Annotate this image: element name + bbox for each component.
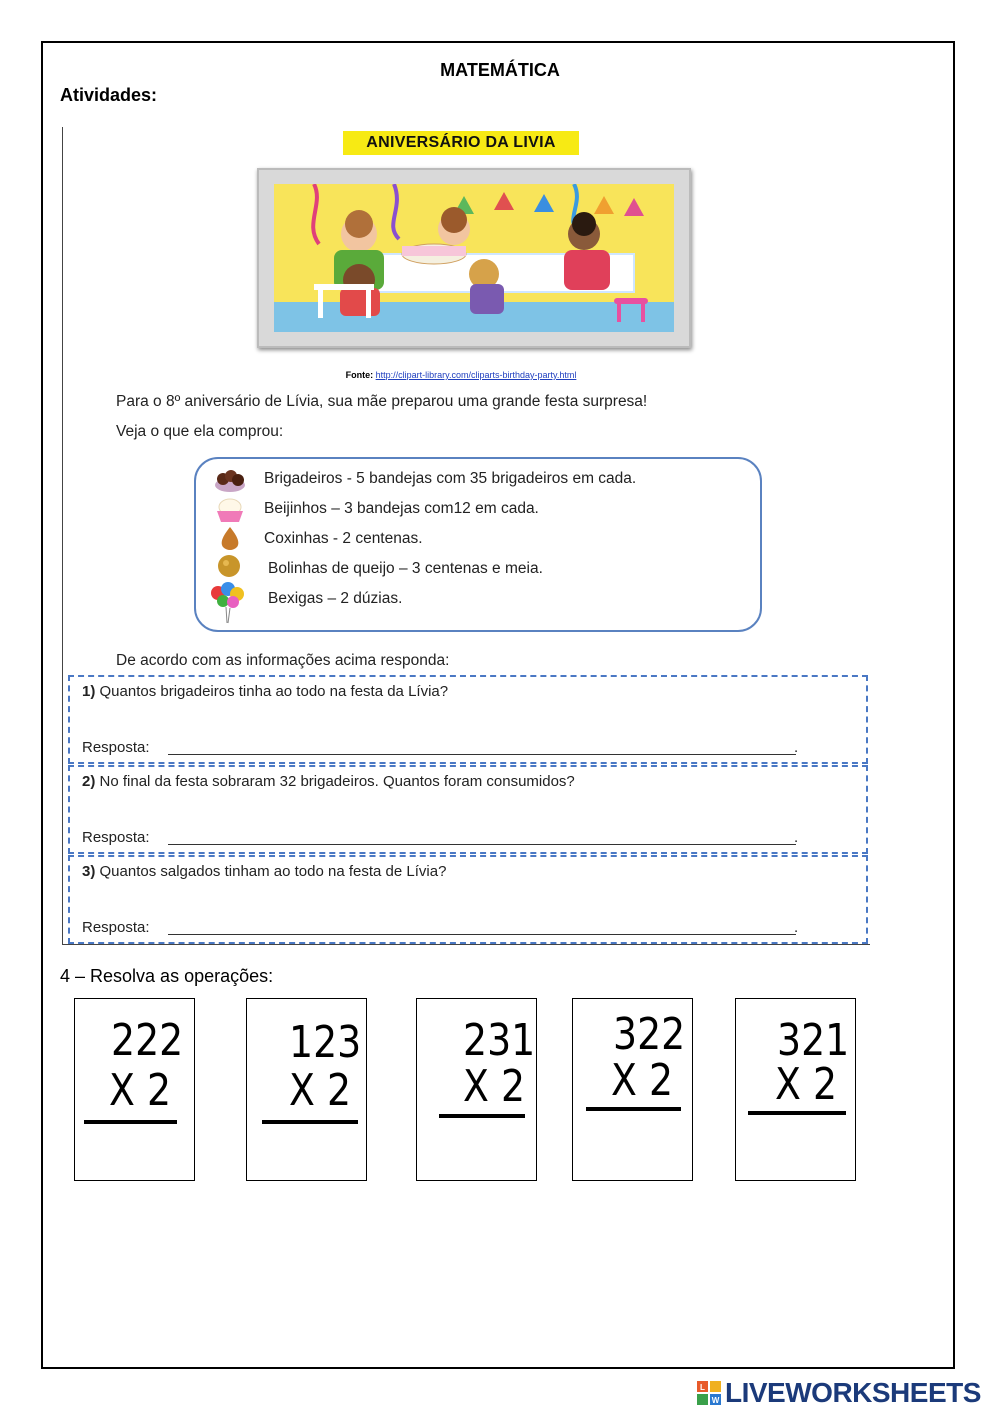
story-title: ANIVERSÁRIO DA LIVIA xyxy=(366,134,556,151)
answer-label: Resposta: xyxy=(82,829,150,846)
operation-card-2[interactable] xyxy=(246,998,367,1181)
coxinha-icon xyxy=(218,525,242,551)
operation-rule xyxy=(262,1120,358,1124)
party-illustration xyxy=(257,168,691,348)
answer-input-3[interactable] xyxy=(168,934,796,935)
question-text: Quantos brigadeiros tinha ao todo na festa da Lívia? xyxy=(99,683,449,700)
question-box-1 xyxy=(68,675,868,764)
answer-label: Resposta: xyxy=(82,739,150,756)
answer-input-2[interactable] xyxy=(168,844,796,845)
operation-bottom: X 2 xyxy=(109,1065,172,1116)
source-link[interactable]: http://clipart-library.com/cliparts-birthday-party.html xyxy=(375,370,577,380)
section-bottom-rule xyxy=(62,944,870,945)
list-item: Brigadeiros - 5 bandejas com 35 brigadeiros em cada. xyxy=(264,470,637,487)
operation-bottom: X 2 xyxy=(611,1055,674,1106)
operation-top: 231 xyxy=(463,1015,536,1066)
question-text: No final da festa sobraram 32 brigadeiros. Quantos foram consumidos? xyxy=(99,773,575,790)
list-item: Bexigas – 2 dúzias. xyxy=(268,590,403,607)
page-subject-title: MATEMÁTICA xyxy=(440,60,560,80)
question-1 xyxy=(82,683,448,700)
activities-label: Atividades: xyxy=(60,85,158,105)
answer-period: . xyxy=(794,829,799,846)
question-2 xyxy=(82,773,575,790)
operation-rule xyxy=(84,1120,177,1124)
beijinho-icon xyxy=(213,497,247,523)
operation-top: 322 xyxy=(613,1009,686,1060)
brand-name: LIVEWORKSHEETS xyxy=(725,1377,981,1408)
operation-top: 222 xyxy=(111,1015,184,1066)
logo-letter-w: W xyxy=(711,1396,720,1405)
operation-card-5[interactable] xyxy=(735,998,856,1181)
story-title-highlight xyxy=(343,131,579,155)
instructions-text: De acordo com as informações acima responda: xyxy=(116,652,450,669)
question-text: Quantos salgados tinham ao todo na festa de Lívia? xyxy=(99,863,447,880)
operation-top: 123 xyxy=(289,1017,362,1068)
liveworksheets-logo-icon xyxy=(697,1381,723,1405)
question-3 xyxy=(82,863,446,880)
operation-bottom: X 2 xyxy=(775,1059,838,1110)
cheese-ball-icon xyxy=(214,553,244,579)
question-box-2 xyxy=(68,765,868,854)
question-number: 2) xyxy=(82,773,96,790)
list-item: Beijinhos – 3 bandejas com12 em cada. xyxy=(264,500,539,517)
operation-rule xyxy=(586,1107,681,1111)
shopping-list xyxy=(194,457,762,632)
question-box-3 xyxy=(68,855,868,944)
answer-label: Resposta: xyxy=(82,919,150,936)
section-left-rule xyxy=(62,127,63,945)
list-item: Bolinhas de queijo – 3 centenas e meia. xyxy=(268,560,543,577)
answer-input-1[interactable] xyxy=(168,754,796,755)
question-number: 1) xyxy=(82,683,96,700)
image-source xyxy=(0,370,922,380)
operation-card-1[interactable] xyxy=(74,998,195,1181)
answer-period: . xyxy=(794,919,799,936)
question-number: 3) xyxy=(82,863,96,880)
list-item: Coxinhas - 2 centenas. xyxy=(264,530,423,547)
operation-card-3[interactable] xyxy=(416,998,537,1181)
intro-paragraph: Para o 8º aniversário de Lívia, sua mãe preparou uma grande festa surpresa! xyxy=(116,393,648,410)
intro-prompt: Veja o que ela comprou: xyxy=(116,423,284,440)
operation-bottom: X 2 xyxy=(463,1061,526,1112)
logo-letter-l: L xyxy=(700,1383,705,1392)
brigadeiro-icon xyxy=(213,467,247,493)
answer-period: . xyxy=(794,739,799,756)
operation-rule xyxy=(439,1114,525,1118)
operation-rule xyxy=(748,1111,846,1115)
operation-top: 321 xyxy=(777,1015,850,1066)
operation-card-4[interactable] xyxy=(572,998,693,1181)
balloons-icon xyxy=(208,581,248,625)
operation-bottom: X 2 xyxy=(289,1065,352,1116)
source-label: Fonte: xyxy=(345,370,374,380)
birthday-party-image xyxy=(274,184,674,332)
section-4-title: 4 – Resolva as operações: xyxy=(60,966,274,986)
